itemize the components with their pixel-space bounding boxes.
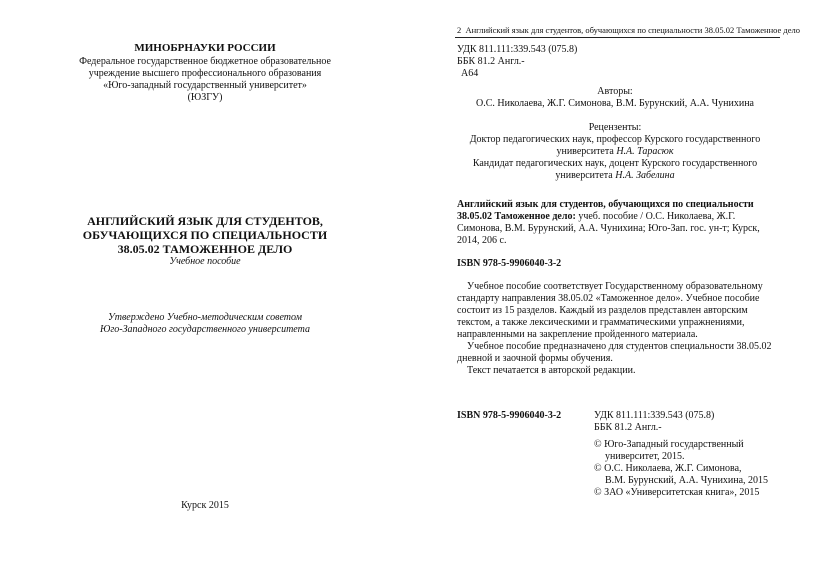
page-number: 2 <box>457 25 462 35</box>
authors-block <box>450 86 780 110</box>
annotation-line: текстом, а также лексическими и грамматическими упражнениями, <box>457 317 745 328</box>
annotation-line: состоит из 15 разделов. Каждый из разделов представлен авторским <box>457 305 748 316</box>
reviewer-1-name: Н.А. Тарасюк <box>616 146 674 157</box>
running-header <box>457 25 800 35</box>
bottom-udc: УДК 811.111:339.543 (075.8) <box>594 410 715 421</box>
approval-line: Утверждено Учебно-методическим советом <box>108 312 302 323</box>
institution-line: Федеральное государственное бюджетное образовательное <box>79 56 331 67</box>
citation-line <box>457 211 780 223</box>
running-title: Английский язык для студентов, обучающихся по специальности 38.05.02 Таможенное дело <box>465 25 800 35</box>
copyright-line: © Юго-Западный государственный <box>594 439 744 450</box>
annotation <box>457 281 780 377</box>
institution-line: (ЮЗГУ) <box>187 92 223 103</box>
header-rule <box>455 37 780 38</box>
institution-block <box>0 56 410 104</box>
title-line: 38.05.02 ТАМОЖЕННОЕ ДЕЛО <box>117 242 293 256</box>
annotation-line: Текст печатается в авторской редакции. <box>467 365 636 376</box>
reviewer-2-line <box>450 170 780 182</box>
bibliographic-citation <box>457 199 780 247</box>
reviewer-2-name: Н.А. Забелина <box>615 170 675 181</box>
annotation-line: Учебное пособие соответствует Государственному образовательному <box>467 281 763 292</box>
annotation-line: направленными на закрепление пройденного материала. <box>457 329 698 340</box>
copyright-line: В.М. Бурунский, А.А. Чунихина, 2015 <box>605 475 769 486</box>
reviewers-block <box>450 122 780 182</box>
copyright-block <box>594 439 768 499</box>
approval-line: Юго-Западного государственного университета <box>100 324 310 335</box>
citation-line: Симонова, В.М. Бурунский, А.А. Чунихина; Юго-Зап. гос. ун-т; Курск, <box>457 223 760 234</box>
bottom-classification <box>594 410 714 434</box>
bottom-isbn: ISBN 978-5-9906040-3-2 <box>457 410 562 421</box>
book-title <box>0 214 410 256</box>
citation-title-line: Английский язык для студентов, обучающихся по специальности <box>457 199 754 210</box>
book-subtitle: Учебное пособие <box>169 256 241 267</box>
imprint-page <box>410 0 819 579</box>
annotation-line: Учебное пособие предназначено для студентов специальности 38.05.02 <box>467 341 772 352</box>
annotation-line: стандарту направления 38.05.02 «Таможенное дело». Учебное пособие <box>457 293 760 304</box>
title-line: ОБУЧАЮЩИХСЯ ПО СПЕЦИАЛЬНОСТИ <box>82 228 328 242</box>
isbn: ISBN 978-5-9906040-3-2 <box>457 258 562 269</box>
citation-rest: учеб. пособие / О.С. Николаева, Ж.Г. <box>575 211 736 222</box>
reviewer-1-line <box>450 146 780 158</box>
reviewers-label: Рецензенты: <box>588 122 642 133</box>
bottom-bbk: ББК 81.2 Англ.- <box>594 422 662 433</box>
copyright-line: университет, 2015. <box>605 451 685 462</box>
copyright-line: © О.С. Николаева, Ж.Г. Симонова, <box>594 463 742 474</box>
bbk-code: ББК 81.2 Англ.- <box>457 56 525 67</box>
authors-list: О.С. Николаева, Ж.Г. Симонова, В.М. Бурунский, А.А. Чунихина <box>476 98 754 109</box>
institution-line: «Юго-западный государственный университет» <box>103 80 307 91</box>
copyright-line: © ЗАО «Университетская книга», 2015 <box>594 487 760 498</box>
approval-note <box>0 312 410 336</box>
reviewer-1-affiliation: Доктор педагогических наук, профессор Курского государственного <box>469 134 761 145</box>
author-mark: А64 <box>461 68 479 79</box>
institution-line: учреждение высшего профессионального образования <box>88 68 322 79</box>
reviewer-2-affiliation: Кандидат педагогических наук, доцент Курского государственного <box>472 158 758 169</box>
annotation-line: дневной и заочной формы обучения. <box>457 353 613 364</box>
reviewer-2-prefix: университета <box>555 170 616 181</box>
citation-line: 2014, 206 с. <box>457 235 507 246</box>
ministry-heading: МИНОБРНАУКИ РОССИИ <box>134 42 276 54</box>
citation-title-end: 38.05.02 Таможенное дело: <box>457 211 576 222</box>
udc-code: УДК 811.111:339.543 (075.8) <box>457 44 578 55</box>
reviewer-1-prefix: университета <box>556 146 617 157</box>
city-year: Курск 2015 <box>181 500 229 511</box>
classification-block <box>457 44 577 80</box>
title-line: АНГЛИЙСКИЙ ЯЗЫК ДЛЯ СТУДЕНТОВ, <box>87 214 323 228</box>
authors-label: Авторы: <box>597 86 633 97</box>
